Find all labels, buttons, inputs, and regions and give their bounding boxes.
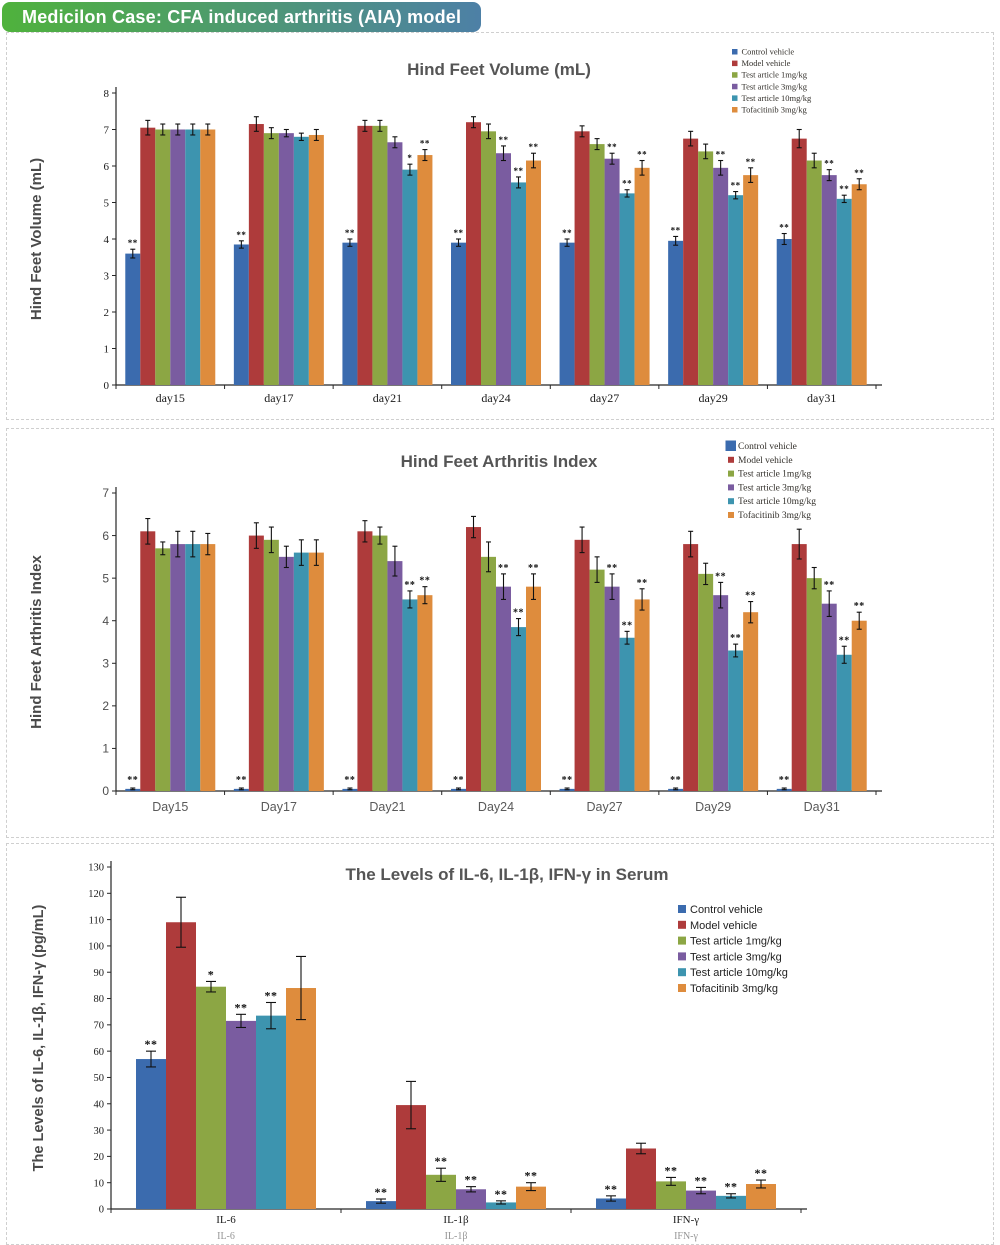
legend-label: Test article 1mg/kg [741,69,807,80]
x-category-label: IL-6 [216,1214,236,1226]
bar [249,124,264,385]
significance-mark: * [207,967,215,982]
significance-mark: ** [562,228,573,238]
bar [526,161,541,385]
bar [264,133,279,385]
bar [635,168,650,385]
bar [713,168,728,385]
significance-mark: ** [374,1185,388,1200]
significance-mark: ** [344,775,356,786]
y-tick-label: 30 [93,1125,104,1137]
x-category-label: Day31 [803,800,840,814]
significance-mark: ** [498,562,509,574]
chart-title: Hind Feet Arthritis Index [400,452,598,471]
legend-label: Model vehicle [690,919,758,932]
x-category-label: IL-1β [443,1214,469,1226]
y-tick-label: 3 [103,270,109,283]
significance-mark: ** [854,167,865,178]
x-category-label: day31 [807,391,837,405]
bar [357,531,372,791]
x-category-label: day27 [589,391,620,405]
significance-mark: ** [670,225,681,236]
x-category-label: Day15 [152,800,189,814]
significance-mark: ** [561,775,573,786]
x-category-label: day29 [698,391,728,405]
significance-mark: ** [144,1037,158,1052]
y-tick-label: 1 [103,343,109,356]
y-tick-label: 90 [93,967,104,979]
bar [417,155,432,385]
y-axis-label: Hind Feet Volume (mL) [28,157,45,321]
bar [136,1059,166,1209]
y-axis-label: The Levels of IL-6, IL-1β, IFN-γ (pg/mL) [31,904,47,1172]
significance-mark: ** [715,571,727,583]
y-tick-label: 7 [102,486,109,501]
bar [792,139,807,385]
legend-swatch [728,484,734,490]
significance-mark: ** [127,775,139,786]
legend-label: Test article 10mg/kg [741,92,812,103]
bar [402,599,417,791]
bar [226,1021,256,1209]
significance-mark: ** [621,620,633,632]
significance-mark: ** [234,1000,248,1015]
significance-mark: ** [494,1186,508,1201]
y-tick-label: 2 [103,306,109,319]
x-category-label: day21 [372,391,403,405]
bar [807,161,822,385]
bar [511,182,526,385]
significance-mark: ** [513,165,524,176]
legend-label: Tofacitinib 3mg/kg [690,983,779,995]
significance-mark: ** [670,775,682,786]
chart-title: Hind Feet Volume (mL) [407,60,591,79]
bar [626,1148,656,1209]
significance-mark: ** [853,601,865,613]
legend-label: Tofacitinib 3mg/kg [738,511,811,521]
significance-mark: ** [724,1179,738,1194]
y-tick-label: 3 [102,656,109,671]
hind-feet-volume-chart [7,33,993,419]
x-category-label: IFN-γ [672,1214,700,1226]
bar [743,612,758,791]
x-category-footnote: IL-1β [444,1231,468,1242]
significance-mark: ** [528,142,539,153]
significance-mark: ** [513,607,524,619]
significance-mark: ** [754,1166,768,1181]
bar [496,587,511,791]
significance-mark: ** [839,184,850,195]
bar [668,241,683,385]
bar [309,135,324,385]
legend-swatch [732,49,738,55]
bar [777,239,792,385]
y-tick-label: 10 [93,1178,104,1190]
y-tick-label: 4 [102,613,109,628]
legend-swatch [732,107,738,113]
x-category-label: Day24 [477,800,515,814]
significance-mark: ** [730,180,741,191]
y-tick-label: 6 [102,528,109,543]
legend-swatch [728,471,734,477]
legend-swatch [732,95,738,101]
significance-mark: ** [606,562,618,574]
bar [185,544,200,791]
x-category-label: Day27 [586,800,623,814]
x-category-label: day24 [481,391,511,405]
significance-mark: ** [838,635,850,647]
bar [713,595,728,791]
significance-mark: ** [127,238,138,249]
bar [140,531,155,791]
significance-mark: ** [264,988,278,1003]
significance-mark: * [407,153,413,164]
legend-swatch [728,498,734,504]
legend-swatch [678,952,686,960]
significance-mark: ** [419,575,431,587]
bar [792,544,807,791]
x-category-label: day17 [264,391,294,405]
bar [620,638,635,791]
bar [286,988,316,1209]
significance-mark: ** [453,775,464,786]
significance-mark: ** [636,577,648,589]
bar [417,595,432,791]
bar [125,254,140,385]
header-title: Medicilon Case: CFA induced arthritis (AIA) model [22,7,462,27]
bar [807,578,822,791]
bar [511,627,526,791]
x-category-footnote: IL-6 [217,1231,235,1242]
legend-label: Test article 3mg/kg [690,951,782,964]
legend-swatch [678,984,686,992]
significance-mark: ** [453,228,464,238]
bar [451,243,466,385]
y-tick-label: 2 [102,699,109,714]
significance-mark: ** [607,142,618,153]
bar [698,151,713,385]
bar [481,557,496,791]
bar [155,130,170,386]
legend-swatch [678,905,686,913]
y-tick-label: 7 [103,124,109,137]
bar [279,557,294,791]
y-tick-label: 4 [103,233,109,246]
legend-swatch [678,968,686,976]
significance-mark: ** [745,156,756,167]
legend-swatch [678,937,686,945]
bar [635,599,650,791]
bar [837,655,852,791]
serum-cytokine-levels-chart [7,844,993,1244]
bar [196,987,226,1209]
bar [728,651,743,791]
bar [185,130,200,386]
y-tick-label: 110 [88,915,104,927]
y-tick-label: 60 [93,1046,104,1058]
legend-swatch [726,441,737,452]
bar [140,128,155,385]
significance-mark: ** [344,228,355,238]
significance-mark: ** [404,579,416,591]
y-tick-label: 120 [88,888,104,900]
bar [234,244,249,385]
legend-swatch [732,61,738,67]
bar [466,122,481,385]
hind-feet-arthritis-index-chart [7,429,993,837]
y-tick-label: 40 [93,1099,104,1111]
bar [837,199,852,385]
bar [155,548,170,791]
y-tick-label: 5 [103,197,109,210]
panel-hind-feet-arthritis-index [6,428,994,838]
bar [170,130,185,386]
bar [822,175,837,385]
x-category-label: Day29 [695,800,732,814]
y-axis-label: Hind Feet Arthritis Index [28,555,45,729]
bar [264,540,279,791]
bar [249,536,264,791]
bar [605,159,620,385]
significance-mark: ** [236,229,247,240]
significance-mark: ** [235,775,247,786]
bar [466,527,481,791]
legend-label: Model vehicle [741,58,791,69]
significance-mark: ** [434,1154,448,1169]
significance-mark: ** [528,562,539,574]
x-category-footnote: IFN-γ [674,1231,698,1242]
significance-mark: ** [524,1168,538,1183]
legend-label: Tofacitinib 3mg/kg [741,104,807,115]
significance-mark: ** [779,222,790,233]
bar [372,126,387,385]
significance-mark: ** [730,633,742,645]
bar [620,193,635,385]
y-tick-label: 6 [103,160,109,173]
y-tick-label: 50 [93,1073,104,1085]
bar [342,243,357,385]
significance-mark: ** [664,1163,678,1178]
legend-label: Test article 10mg/kg [738,497,816,508]
significance-mark: ** [745,590,757,602]
bar [743,175,758,385]
bar [200,130,215,386]
y-tick-label: 0 [103,379,109,392]
bar [402,170,417,385]
x-category-label: day15 [155,391,185,405]
header-banner [2,2,481,32]
x-category-label: Day17 [260,800,297,814]
bar [590,144,605,385]
legend-label: Test article 3mg/kg [738,483,812,494]
y-tick-label: 1 [102,741,109,756]
bar [294,553,309,791]
bar [560,243,575,385]
bar [481,131,496,385]
y-tick-label: 80 [93,994,104,1006]
significance-mark: ** [694,1173,708,1188]
bar [575,540,590,791]
bar [698,574,713,791]
x-category-label: Day21 [369,800,406,814]
bar [387,142,402,385]
bar [309,553,324,791]
legend-label: Control vehicle [738,442,797,452]
bar [166,922,196,1209]
legend-label: Control vehicle [741,46,795,57]
bar [279,133,294,385]
significance-mark: ** [622,178,633,189]
bar [822,604,837,791]
bar [605,587,620,791]
panel-serum-cytokine-levels [6,843,994,1245]
legend-swatch [728,457,734,463]
legend-label: Test article 3mg/kg [741,81,807,92]
legend-label: Model vehicle [738,455,793,466]
legend-swatch [732,72,738,78]
significance-mark: ** [824,158,835,169]
bar [256,1016,286,1209]
significance-mark: ** [823,579,835,591]
significance-mark: ** [715,149,726,160]
legend-label: Test article 1mg/kg [690,935,782,948]
y-tick-label: 5 [102,571,109,586]
significance-mark: ** [419,138,430,149]
bar [590,570,605,791]
bar [496,153,511,385]
bar [575,131,590,385]
y-tick-label: 70 [93,1020,104,1032]
y-tick-label: 100 [88,941,104,953]
panel-hind-feet-volume [6,32,994,420]
bar [852,184,867,385]
significance-mark: ** [604,1181,618,1196]
bar [728,195,743,385]
legend-label: Test article 10mg/kg [690,967,788,980]
significance-mark: ** [778,775,790,786]
y-tick-label: 130 [88,862,104,874]
y-tick-label: 20 [93,1152,104,1164]
y-tick-label: 0 [98,1204,104,1216]
legend-label: Test article 1mg/kg [738,469,812,480]
bar [170,544,185,791]
y-tick-label: 0 [102,784,109,799]
bar [683,139,698,385]
chart-title: The Levels of IL-6, IL-1β, IFN-γ in Serum [345,865,669,884]
bar [357,126,372,385]
bar [526,587,541,791]
legend-swatch [732,84,738,90]
bar [200,544,215,791]
legend-label: Control vehicle [690,904,763,916]
significance-mark: ** [498,134,509,145]
bar [294,137,309,385]
significance-mark: ** [464,1172,478,1187]
bar [852,621,867,791]
bar [387,561,402,791]
legend-swatch [728,512,734,518]
y-tick-label: 8 [103,87,109,100]
bar [372,536,387,791]
significance-mark: ** [637,149,648,160]
bar [683,544,698,791]
legend-swatch [678,921,686,929]
